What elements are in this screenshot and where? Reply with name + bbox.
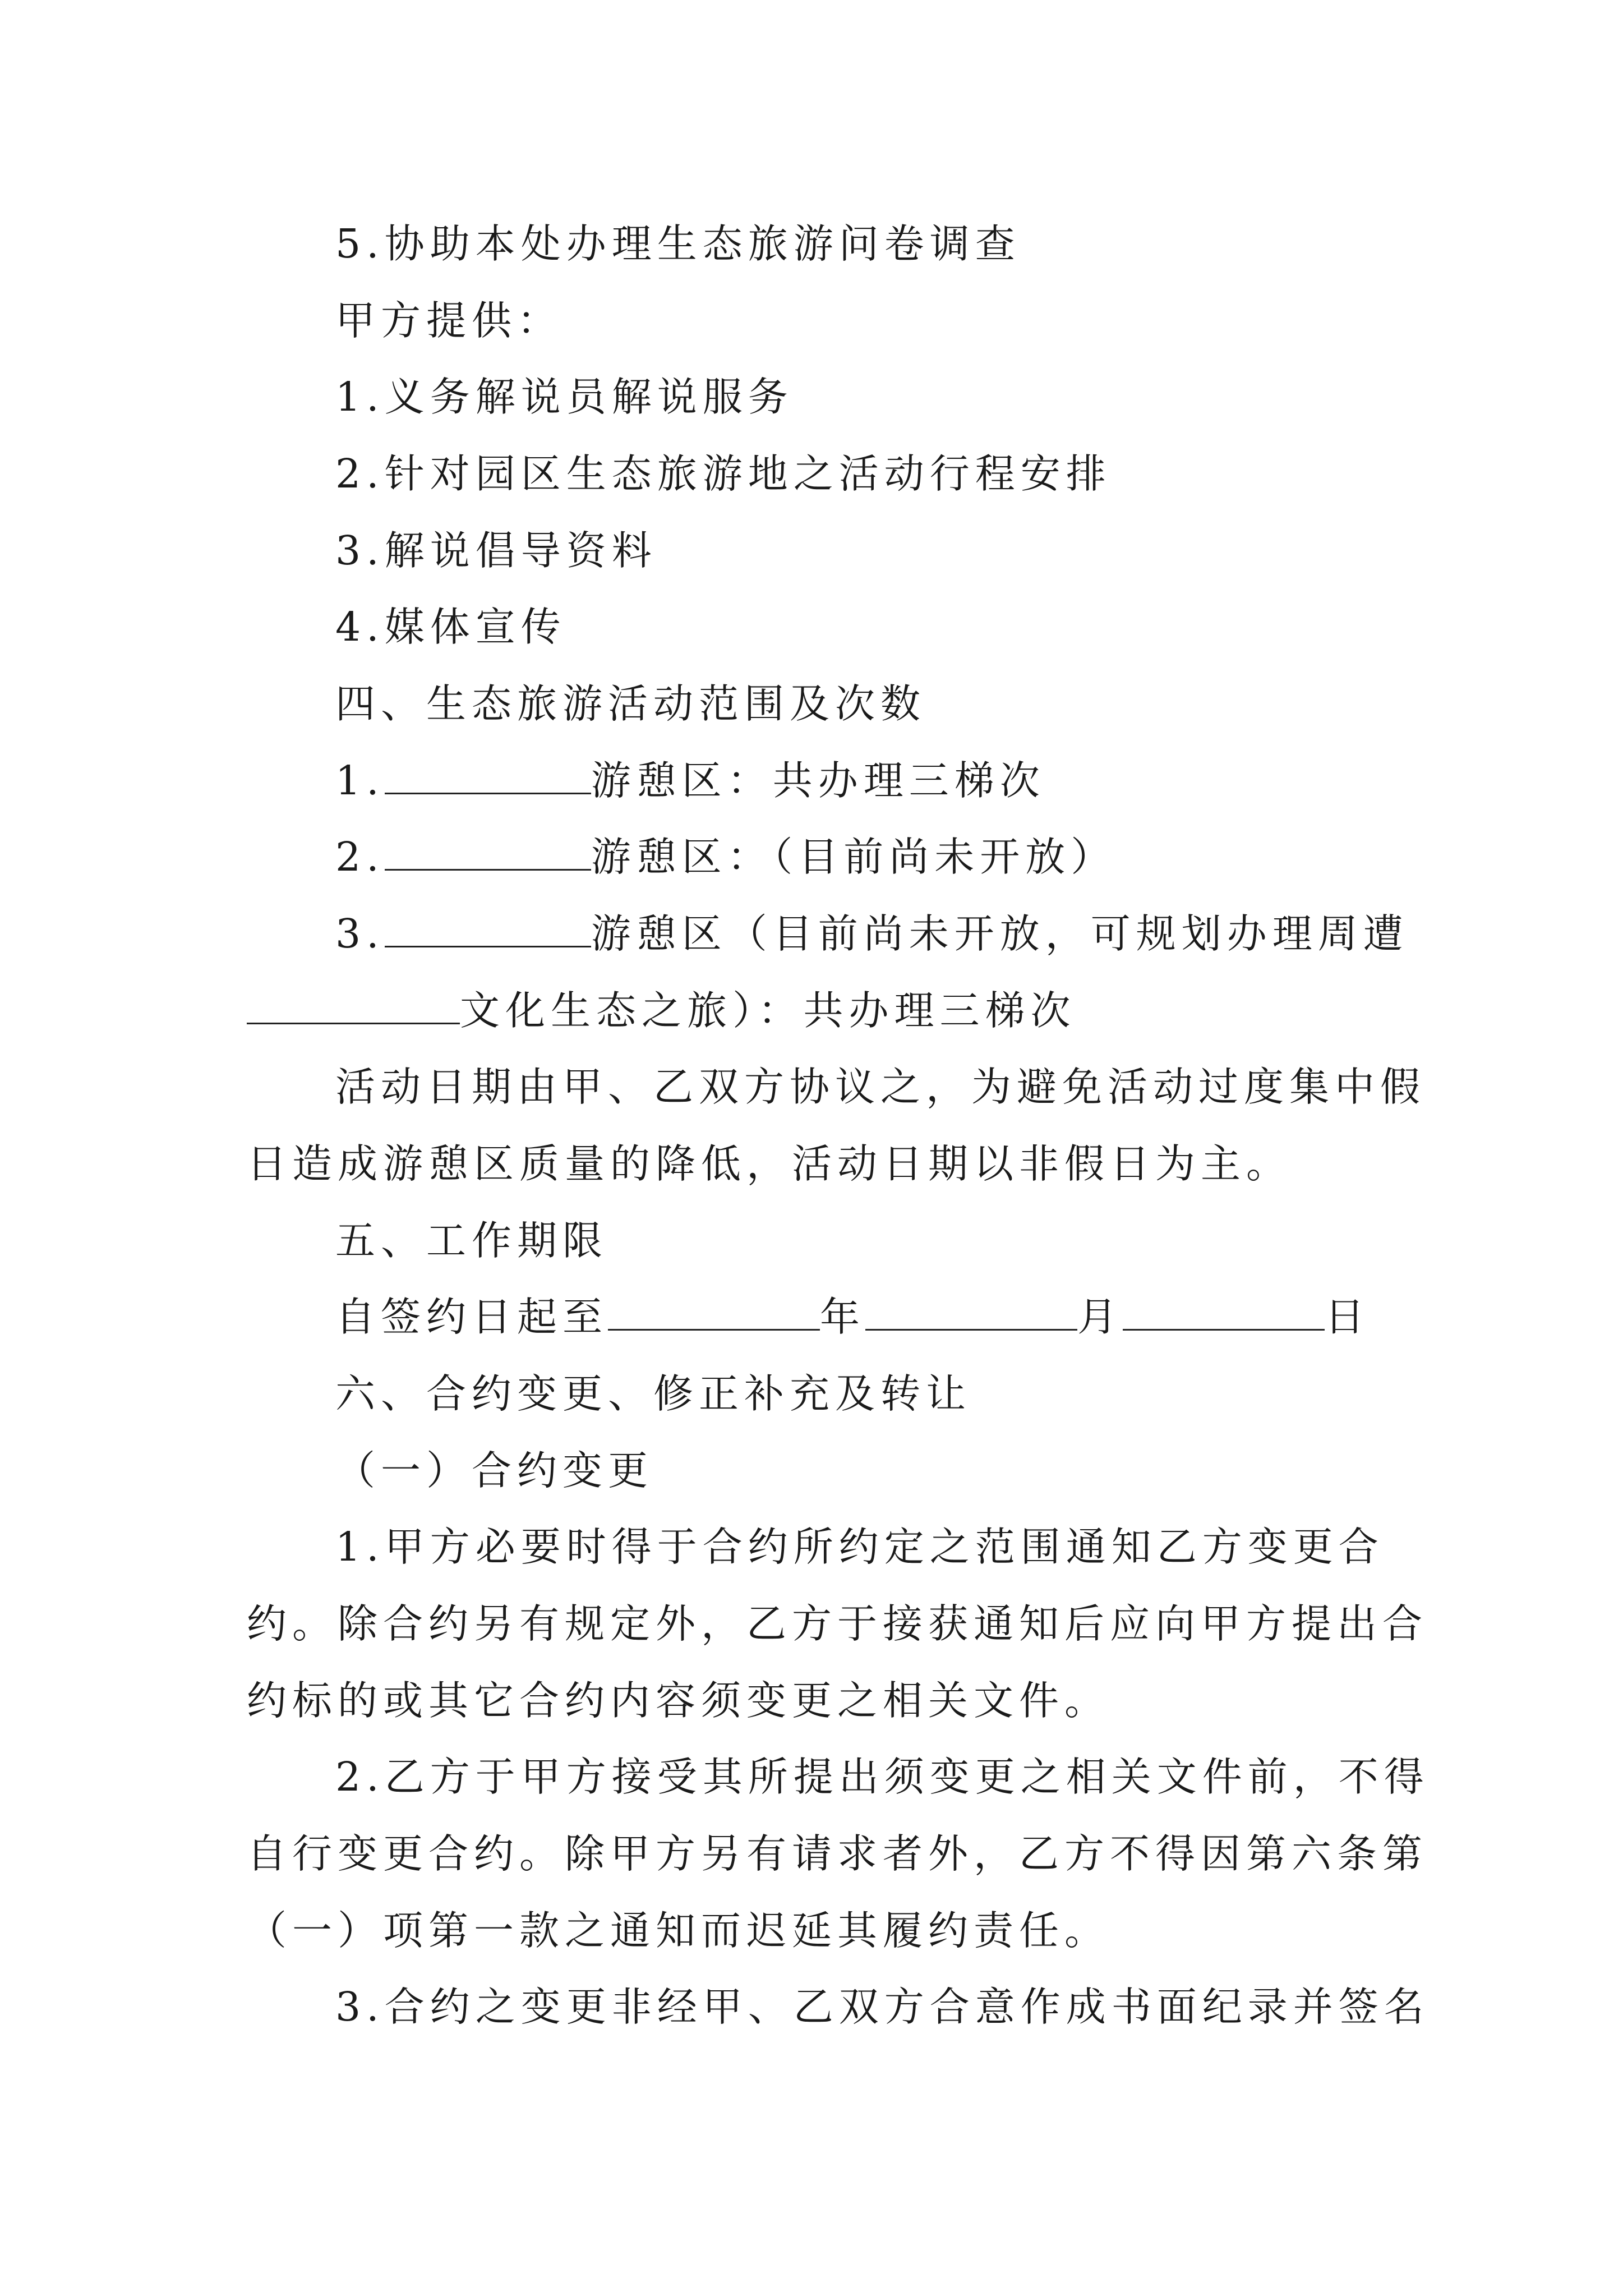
- section-4-heading: [335, 676, 926, 732]
- list-item-4: [335, 599, 566, 655]
- line-text: 1.甲方必要时得于合约所约定之范围通知乙方变更合: [335, 1524, 1384, 1570]
- fill-in-blank: [385, 909, 591, 947]
- subsection-1-heading: [335, 1443, 653, 1499]
- line-text: 五、工作期限: [335, 1217, 608, 1264]
- work-period-line: [335, 1289, 1370, 1345]
- line-text: 四、生态旅游活动范围及次数: [335, 680, 926, 727]
- list-item-2: [335, 446, 1112, 502]
- line-text: 六、合约变更、修正补充及转让: [335, 1370, 972, 1417]
- line-text: 日造成游憩区质量的降低，活动日期以非假日为主。: [247, 1140, 1292, 1187]
- paragraph-activity-dates-continued: [247, 1136, 1292, 1192]
- year-blank: [608, 1292, 820, 1331]
- line-text: 活动日期由甲、乙双方协议之，为避免活动过度集中假: [335, 1064, 1426, 1110]
- line-text: 文化生态之旅）：共办理三梯次: [460, 987, 1076, 1034]
- clause-1: [335, 1519, 1384, 1575]
- line-text: 日: [1325, 1294, 1371, 1340]
- line-text: 5.协助本处办理生态旅游问卷调查: [335, 220, 1021, 267]
- clause-3: [335, 1979, 1430, 2035]
- line-text: 约标的或其它合约内容须变更之相关文件。: [247, 1677, 1110, 1724]
- line-text: 游憩区：（目前尚未开放）: [591, 834, 1117, 880]
- line-text: 约。除合约另有规定外，乙方于接获通知后应向甲方提出合: [247, 1600, 1428, 1647]
- day-blank: [1123, 1292, 1325, 1331]
- party-a-provides-heading: [335, 293, 562, 349]
- line-text: （一）项第一款之通知而迟延其履约责任。: [247, 1907, 1110, 1954]
- line-text: 2.针对园区生态旅游地之活动行程安排: [335, 450, 1112, 497]
- line-text: 1.义务解说员解说服务: [335, 374, 794, 420]
- scope-item-1: [335, 753, 1045, 809]
- clause-2-continued-2: [247, 1903, 1110, 1959]
- clause-2: [335, 1749, 1430, 1805]
- clause-1-continued: [247, 1596, 1428, 1652]
- line-text: 甲方提供：: [335, 297, 563, 344]
- line-text: 自签约日起至: [335, 1294, 608, 1340]
- clause-2-continued: [247, 1826, 1428, 1882]
- line-text: 自行变更合约。除甲方另有请求者外，乙方不得因第六条第: [247, 1830, 1428, 1877]
- list-item-3: [335, 523, 657, 579]
- line-text: 3.: [335, 910, 385, 957]
- line-text: 年: [820, 1294, 866, 1340]
- paragraph-activity-dates: [335, 1059, 1426, 1115]
- line-text: 3.解说倡导资料: [335, 527, 657, 574]
- list-item-1: [335, 369, 794, 425]
- fill-in-blank: [247, 986, 460, 1024]
- scope-item-2: [335, 829, 1116, 885]
- line-text: 3.合约之变更非经甲、乙双方合意作成书面纪录并签名: [335, 1984, 1430, 2030]
- line-text: 游憩区：共办理三梯次: [591, 757, 1045, 804]
- clause-1-continued-2: [247, 1673, 1110, 1729]
- scope-item-3: [335, 906, 1409, 962]
- line-text: 4.媒体宣传: [335, 604, 566, 650]
- section-6-heading: [335, 1366, 971, 1422]
- line-text: 1.: [335, 757, 385, 804]
- line-text: （一）合约变更: [335, 1447, 654, 1494]
- fill-in-blank: [385, 756, 591, 794]
- month-blank: [865, 1292, 1077, 1331]
- line-text: 游憩区（目前尚未开放，可规划办理周遭: [591, 910, 1409, 957]
- section-5-heading: [335, 1213, 608, 1269]
- line-text: 2.乙方于甲方接受其所提出须变更之相关文件前，不得: [335, 1754, 1430, 1800]
- line-text: 2.: [335, 834, 385, 880]
- list-item-5: [335, 216, 1021, 272]
- scope-item-3-continued: [247, 983, 1076, 1039]
- fill-in-blank: [385, 832, 591, 871]
- line-text: 月: [1077, 1294, 1123, 1340]
